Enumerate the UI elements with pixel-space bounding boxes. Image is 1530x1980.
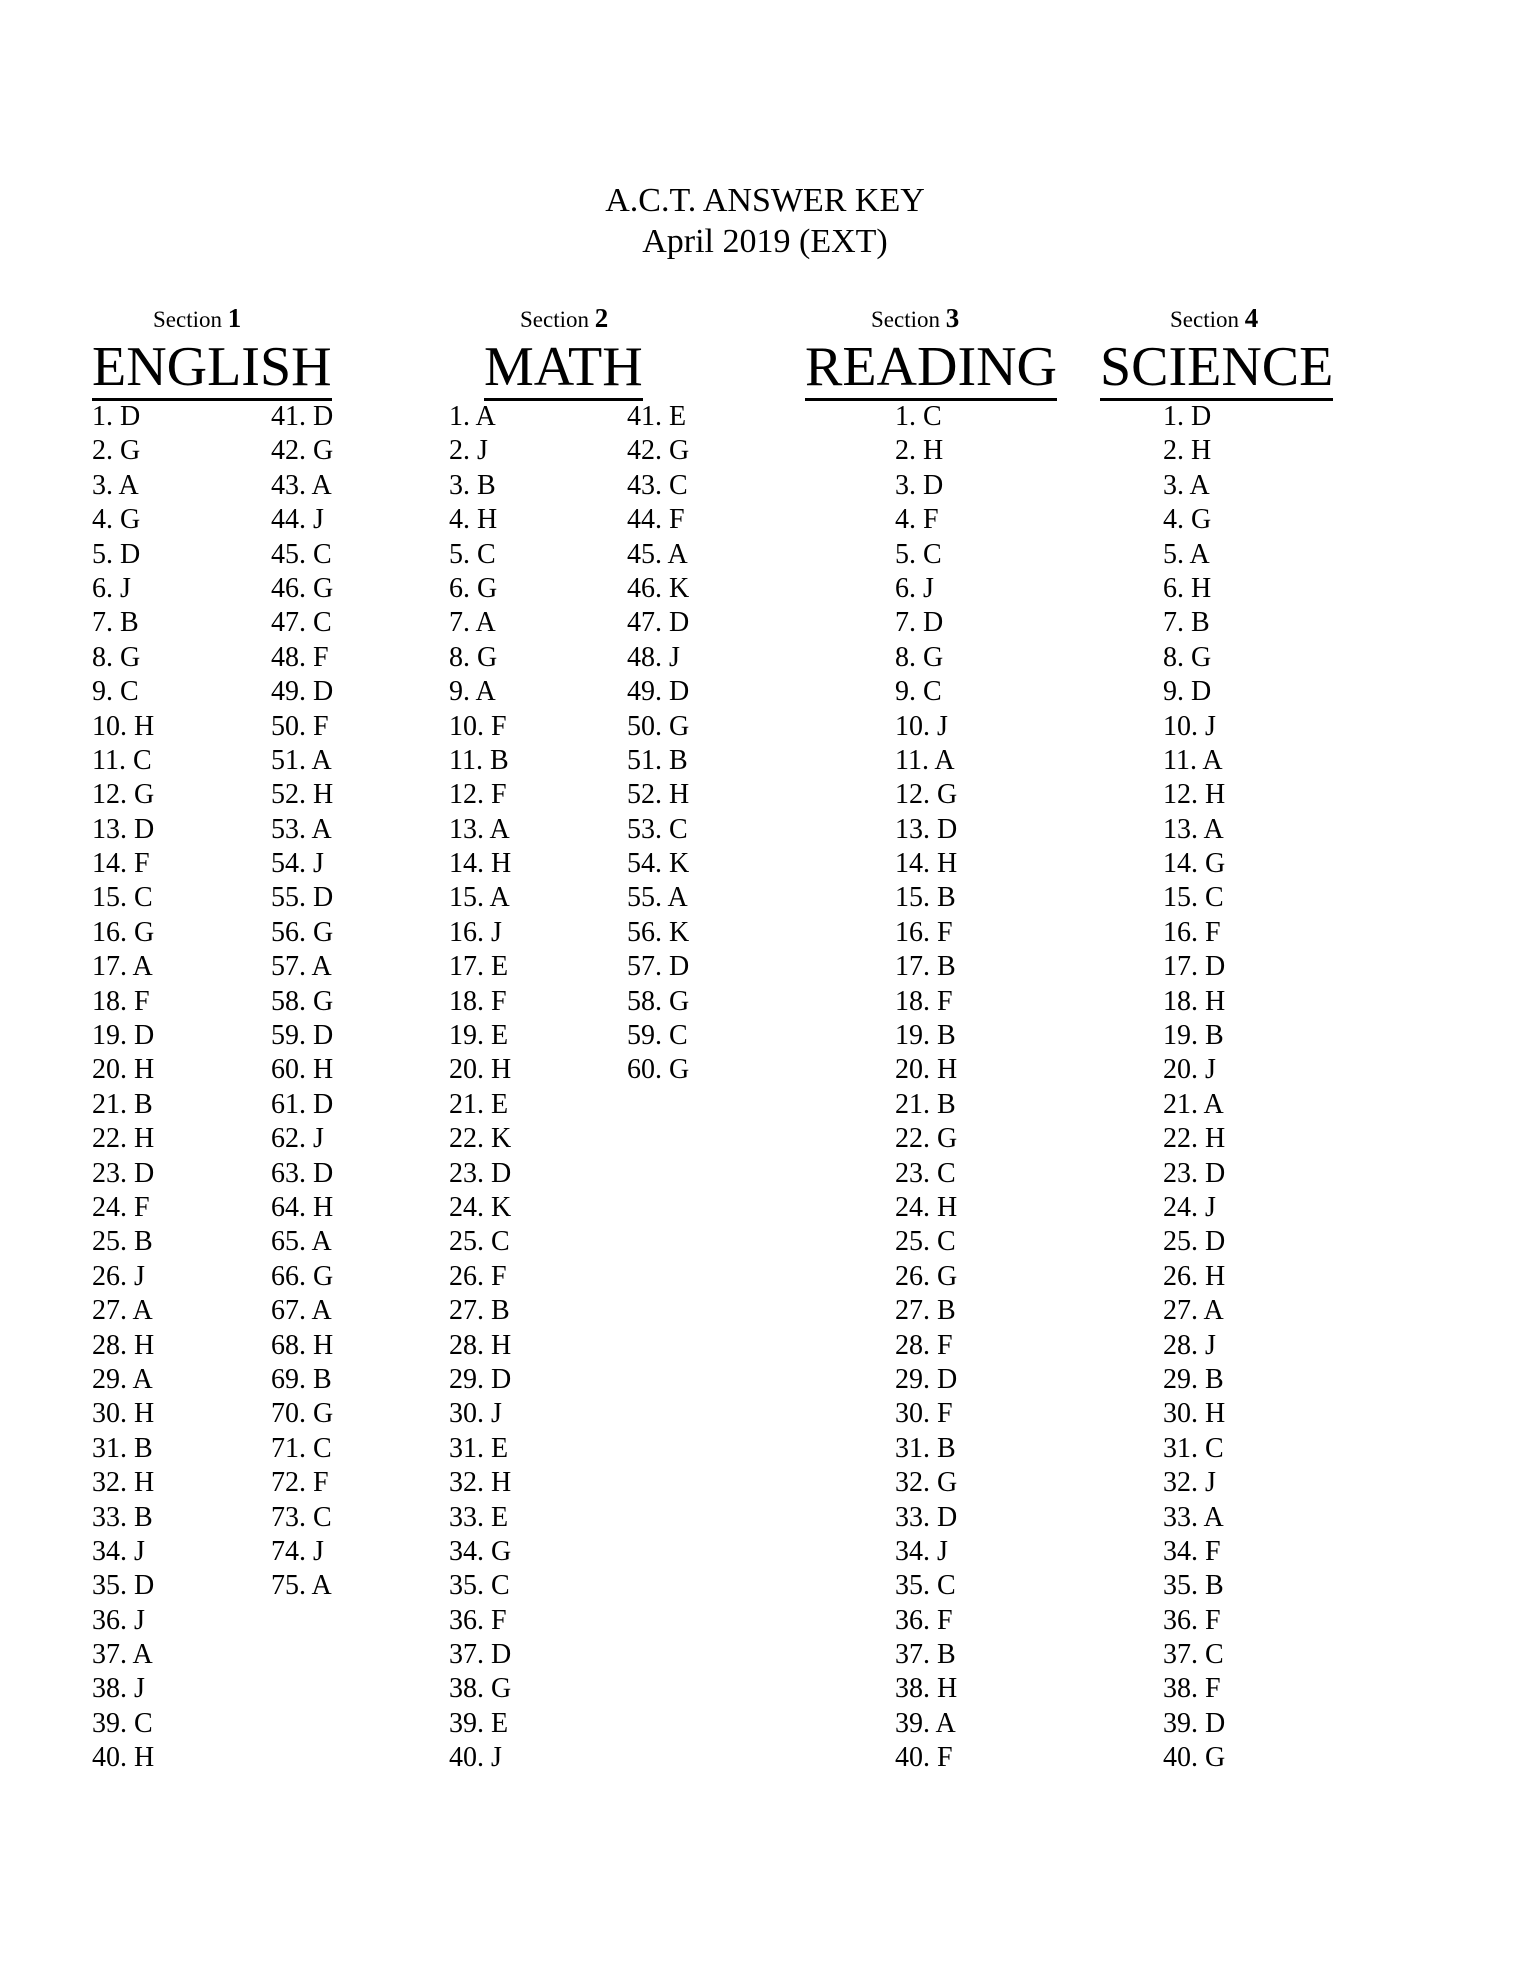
answer-item: 25. C — [895, 1226, 956, 1258]
answer-item: 39. C — [92, 1707, 153, 1739]
answer-item: 48. F — [271, 641, 329, 673]
answer-item: 60. G — [627, 1054, 690, 1086]
answer-item: 47. C — [271, 607, 332, 639]
answer-item: 35. B — [1163, 1570, 1224, 1602]
answer-item: 8. G — [449, 641, 498, 673]
answer-item: 2. J — [449, 435, 488, 467]
answer-item: 12. F — [449, 779, 507, 811]
answer-item: 62. J — [271, 1123, 324, 1155]
answer-item: 11. C — [92, 744, 152, 776]
answer-item: 9. A — [449, 676, 496, 708]
answer-column-math-1 — [449, 400, 511, 1776]
answer-item: 71. C — [271, 1432, 332, 1464]
answer-item: 14. G — [1163, 848, 1226, 880]
answer-item: 21. A — [1163, 1088, 1224, 1120]
section-number: 2 — [594, 303, 609, 333]
answer-item: 22. K — [449, 1123, 512, 1155]
answer-item: 32. H — [92, 1467, 155, 1499]
answer-item: 67. A — [271, 1295, 332, 1327]
answer-item: 39. E — [449, 1707, 509, 1739]
answer-item: 15. C — [92, 882, 153, 914]
answer-item: 57. D — [627, 951, 690, 983]
answer-item: 74. J — [271, 1535, 324, 1567]
answer-item: 17. B — [895, 951, 956, 983]
answer-item: 41. D — [271, 401, 334, 432]
answer-column-math-2 — [627, 400, 689, 1088]
answer-item: 48. J — [627, 641, 680, 673]
header — [0, 180, 1530, 262]
answer-item: 34. J — [895, 1535, 948, 1567]
answer-item: 10. J — [895, 710, 948, 742]
answer-item: 23. D — [1163, 1157, 1226, 1189]
answer-item: 29. D — [449, 1363, 512, 1395]
answer-item: 19. B — [895, 1020, 956, 1052]
answer-item: 59. C — [627, 1020, 688, 1052]
answer-item: 33. A — [1163, 1501, 1224, 1533]
answer-item: 13. D — [92, 813, 155, 845]
answer-item: 57. A — [271, 951, 332, 983]
answer-column-science — [1163, 400, 1225, 1776]
answer-item: 40. H — [92, 1742, 155, 1774]
answer-item: 22. H — [1163, 1123, 1226, 1155]
answer-item: 19. D — [92, 1020, 155, 1052]
answer-item: 75. A — [271, 1570, 332, 1602]
answer-item: 33. D — [895, 1501, 958, 1533]
section-heading-reading: READING — [805, 335, 1057, 401]
answer-item: 61. D — [271, 1088, 334, 1120]
answer-item: 50. F — [271, 710, 329, 742]
answer-item: 23. D — [449, 1157, 512, 1189]
answer-item: 26. G — [895, 1260, 958, 1292]
answer-item: 16. F — [1163, 916, 1221, 948]
answer-item: 18. F — [92, 985, 150, 1017]
answer-item: 40. G — [1163, 1742, 1226, 1774]
answer-item: 58. G — [271, 985, 334, 1017]
answer-item: 5. D — [92, 538, 141, 570]
answer-item: 14. H — [895, 848, 958, 880]
answer-item: 9. C — [895, 676, 942, 708]
answer-column-english-2 — [271, 400, 333, 1604]
answer-item: 60. H — [271, 1054, 334, 1086]
answer-item: 5. C — [449, 538, 496, 570]
answer-item: 70. G — [271, 1398, 334, 1430]
answer-item: 52. H — [627, 779, 690, 811]
answer-item: 38. H — [895, 1673, 958, 1705]
answer-item: 53. C — [627, 813, 688, 845]
answer-item: 33. B — [92, 1501, 153, 1533]
answer-item: 11. A — [895, 744, 955, 776]
answer-item: 31. B — [92, 1432, 153, 1464]
answer-item: 55. D — [271, 882, 334, 914]
answer-item: 21. B — [92, 1088, 153, 1120]
answer-item: 27. A — [1163, 1295, 1224, 1327]
answer-item: 38. G — [449, 1673, 512, 1705]
answer-item: 38. J — [92, 1673, 145, 1705]
answer-item: 46. G — [271, 572, 334, 604]
answer-item: 12. G — [92, 779, 155, 811]
answer-item: 33. E — [449, 1501, 509, 1533]
answer-item: 29. D — [895, 1363, 958, 1395]
answer-item: 32. J — [1163, 1467, 1216, 1499]
answer-item: 21. E — [449, 1088, 509, 1120]
answer-item: 11. B — [449, 744, 509, 776]
answer-item: 28. J — [1163, 1329, 1216, 1361]
answer-item: 63. D — [271, 1157, 334, 1189]
answer-item: 50. G — [627, 710, 690, 742]
answer-item: 3. A — [92, 469, 139, 501]
answer-item: 34. J — [92, 1535, 145, 1567]
answer-item: 29. B — [1163, 1363, 1224, 1395]
answer-item: 26. J — [92, 1260, 145, 1292]
answer-item: 25. D — [1163, 1226, 1226, 1258]
answer-item: 47. D — [627, 607, 690, 639]
answer-item: 30. H — [1163, 1398, 1226, 1430]
answer-item: 1. A — [449, 401, 496, 432]
answer-item: 7. A — [449, 607, 496, 639]
answer-item: 36. F — [895, 1604, 953, 1636]
answer-item: 32. G — [895, 1467, 958, 1499]
answer-item: 52. H — [271, 779, 334, 811]
answer-item: 7. B — [92, 607, 139, 639]
answer-item: 4. G — [92, 504, 141, 536]
answer-item: 15. C — [1163, 882, 1224, 914]
answer-item: 30. J — [449, 1398, 502, 1430]
answer-item: 28. H — [449, 1329, 512, 1361]
answer-item: 37. B — [895, 1639, 956, 1671]
answer-item: 42. G — [271, 435, 334, 467]
answer-item: 42. G — [627, 435, 690, 467]
answer-item: 7. B — [1163, 607, 1210, 639]
answer-item: 14. F — [92, 848, 150, 880]
answer-item: 35. D — [92, 1570, 155, 1602]
answer-item: 68. H — [271, 1329, 334, 1361]
section-number: 1 — [227, 303, 242, 333]
answer-item: 21. B — [895, 1088, 956, 1120]
answer-item: 20. H — [449, 1054, 512, 1086]
answer-item: 36. J — [92, 1604, 145, 1636]
answer-item: 31. C — [1163, 1432, 1224, 1464]
answer-item: 6. G — [449, 572, 498, 604]
answer-item: 44. J — [271, 504, 324, 536]
answer-item: 45. C — [271, 538, 332, 570]
answer-item: 24. F — [92, 1191, 150, 1223]
answer-item: 15. A — [449, 882, 510, 914]
answer-item: 16. F — [895, 916, 953, 948]
answer-item: 25. B — [92, 1226, 153, 1258]
answer-item: 39. D — [1163, 1707, 1226, 1739]
answer-item: 49. D — [271, 676, 334, 708]
answer-item: 51. B — [627, 744, 688, 776]
answer-column-reading — [895, 400, 957, 1776]
answer-item: 10. J — [1163, 710, 1216, 742]
section-heading-english: ENGLISH — [92, 335, 332, 401]
answer-item: 2. G — [92, 435, 141, 467]
answer-item: 35. C — [895, 1570, 956, 1602]
answer-item: 69. B — [271, 1363, 332, 1395]
answer-item: 5. A — [1163, 538, 1210, 570]
answer-item: 12. G — [895, 779, 958, 811]
answer-item: 27. B — [895, 1295, 956, 1327]
answer-item: 73. C — [271, 1501, 332, 1533]
answer-item: 43. C — [627, 469, 688, 501]
answer-item: 30. H — [92, 1398, 155, 1430]
section-heading-math: MATH — [484, 335, 643, 401]
answer-item: 54. J — [271, 848, 324, 880]
answer-item: 17. D — [1163, 951, 1226, 983]
answer-item: 38. F — [1163, 1673, 1221, 1705]
answer-item: 18. F — [449, 985, 507, 1017]
answer-item: 30. F — [895, 1398, 953, 1430]
answer-item: 31. E — [449, 1432, 509, 1464]
answer-item: 56. K — [627, 916, 690, 948]
answer-item: 14. H — [449, 848, 512, 880]
answer-item: 3. B — [449, 469, 496, 501]
answer-item: 44. F — [627, 504, 685, 536]
answer-item: 41. E — [627, 401, 687, 432]
answer-item: 28. H — [92, 1329, 155, 1361]
answer-item: 59. D — [271, 1020, 334, 1052]
answer-item: 13. A — [449, 813, 510, 845]
answer-item: 24. H — [895, 1191, 958, 1223]
answer-item: 24. J — [1163, 1191, 1216, 1223]
answer-item: 19. B — [1163, 1020, 1224, 1052]
answer-item: 34. G — [449, 1535, 512, 1567]
answer-item: 6. H — [1163, 572, 1212, 604]
section-number: 4 — [1244, 303, 1259, 333]
answer-item: 66. G — [271, 1260, 334, 1292]
answer-column-english-1 — [92, 400, 154, 1776]
answer-item: 36. F — [449, 1604, 507, 1636]
answer-item: 20. J — [1163, 1054, 1216, 1086]
answer-item: 13. A — [1163, 813, 1224, 845]
answer-item: 54. K — [627, 848, 690, 880]
answer-item: 26. F — [449, 1260, 507, 1292]
answer-item: 25. C — [449, 1226, 510, 1258]
answer-item: 15. B — [895, 882, 956, 914]
answer-item: 18. H — [1163, 985, 1226, 1017]
answer-item: 23. C — [895, 1157, 956, 1189]
answer-item: 45. A — [627, 538, 688, 570]
section-label-english: Section 1 — [153, 303, 242, 333]
section-label-math: Section 2 — [520, 303, 609, 333]
answer-item: 9. D — [1163, 676, 1212, 708]
answer-item: 26. H — [1163, 1260, 1226, 1292]
answer-item: 56. G — [271, 916, 334, 948]
answer-item: 1. C — [895, 401, 942, 432]
answer-item: 20. H — [92, 1054, 155, 1086]
answer-item: 39. A — [895, 1707, 956, 1739]
answer-item: 8. G — [895, 641, 944, 673]
section-number: 3 — [945, 303, 960, 333]
answer-item: 9. C — [92, 676, 139, 708]
answer-item: 37. D — [449, 1639, 512, 1671]
answer-item: 19. E — [449, 1020, 509, 1052]
answer-item: 5. C — [895, 538, 942, 570]
document-title: A.C.T. ANSWER KEY — [605, 182, 925, 219]
answer-item: 3. D — [895, 469, 944, 501]
answer-item: 4. H — [449, 504, 498, 536]
answer-item: 17. E — [449, 951, 509, 983]
answer-item: 1. D — [92, 401, 141, 432]
answer-item: 27. A — [92, 1295, 153, 1327]
answer-item: 10. F — [449, 710, 507, 742]
answer-item: 28. F — [895, 1329, 953, 1361]
answer-item: 12. H — [1163, 779, 1226, 811]
answer-item: 46. K — [627, 572, 690, 604]
answer-item: 22. H — [92, 1123, 155, 1155]
answer-item: 16. G — [92, 916, 155, 948]
answer-item: 34. F — [1163, 1535, 1221, 1567]
answer-item: 65. A — [271, 1226, 332, 1258]
answer-item: 7. D — [895, 607, 944, 639]
answer-item: 43. A — [271, 469, 332, 501]
answer-item: 3. A — [1163, 469, 1210, 501]
answer-item: 32. H — [449, 1467, 512, 1499]
section-label-reading: Section 3 — [871, 303, 960, 333]
answer-item: 49. D — [627, 676, 690, 708]
answer-item: 13. D — [895, 813, 958, 845]
answer-item: 22. G — [895, 1123, 958, 1155]
answer-item: 29. A — [92, 1363, 153, 1395]
answer-item: 55. A — [627, 882, 688, 914]
answer-item: 53. A — [271, 813, 332, 845]
answer-item: 6. J — [92, 572, 131, 604]
answer-item: 40. J — [449, 1742, 502, 1774]
answer-item: 64. H — [271, 1191, 334, 1223]
answer-item: 18. F — [895, 985, 953, 1017]
answer-item: 31. B — [895, 1432, 956, 1464]
answer-item: 58. G — [627, 985, 690, 1017]
answer-item: 11. A — [1163, 744, 1223, 776]
section-label-science: Section 4 — [1170, 303, 1259, 333]
answer-item: 27. B — [449, 1295, 510, 1327]
answer-item: 2. H — [1163, 435, 1212, 467]
answer-item: 37. A — [92, 1639, 153, 1671]
answer-item: 36. F — [1163, 1604, 1221, 1636]
answer-item: 8. G — [1163, 641, 1212, 673]
answer-item: 23. D — [92, 1157, 155, 1189]
answer-item: 10. H — [92, 710, 155, 742]
answer-item: 16. J — [449, 916, 502, 948]
answer-item: 17. A — [92, 951, 153, 983]
section-heading-science: SCIENCE — [1100, 335, 1333, 401]
answer-item: 4. F — [895, 504, 939, 536]
answer-item: 2. H — [895, 435, 944, 467]
answer-item: 4. G — [1163, 504, 1212, 536]
answer-item: 8. G — [92, 641, 141, 673]
answer-item: 37. C — [1163, 1639, 1224, 1671]
answer-item: 6. J — [895, 572, 934, 604]
answer-item: 40. F — [895, 1742, 953, 1774]
answer-item: 35. C — [449, 1570, 510, 1602]
answer-item: 1. D — [1163, 401, 1212, 432]
answer-item: 51. A — [271, 744, 332, 776]
answer-item: 72. F — [271, 1467, 329, 1499]
answer-item: 20. H — [895, 1054, 958, 1086]
answer-item: 24. K — [449, 1191, 512, 1223]
document-subtitle: April 2019 (EXT) — [642, 223, 888, 260]
